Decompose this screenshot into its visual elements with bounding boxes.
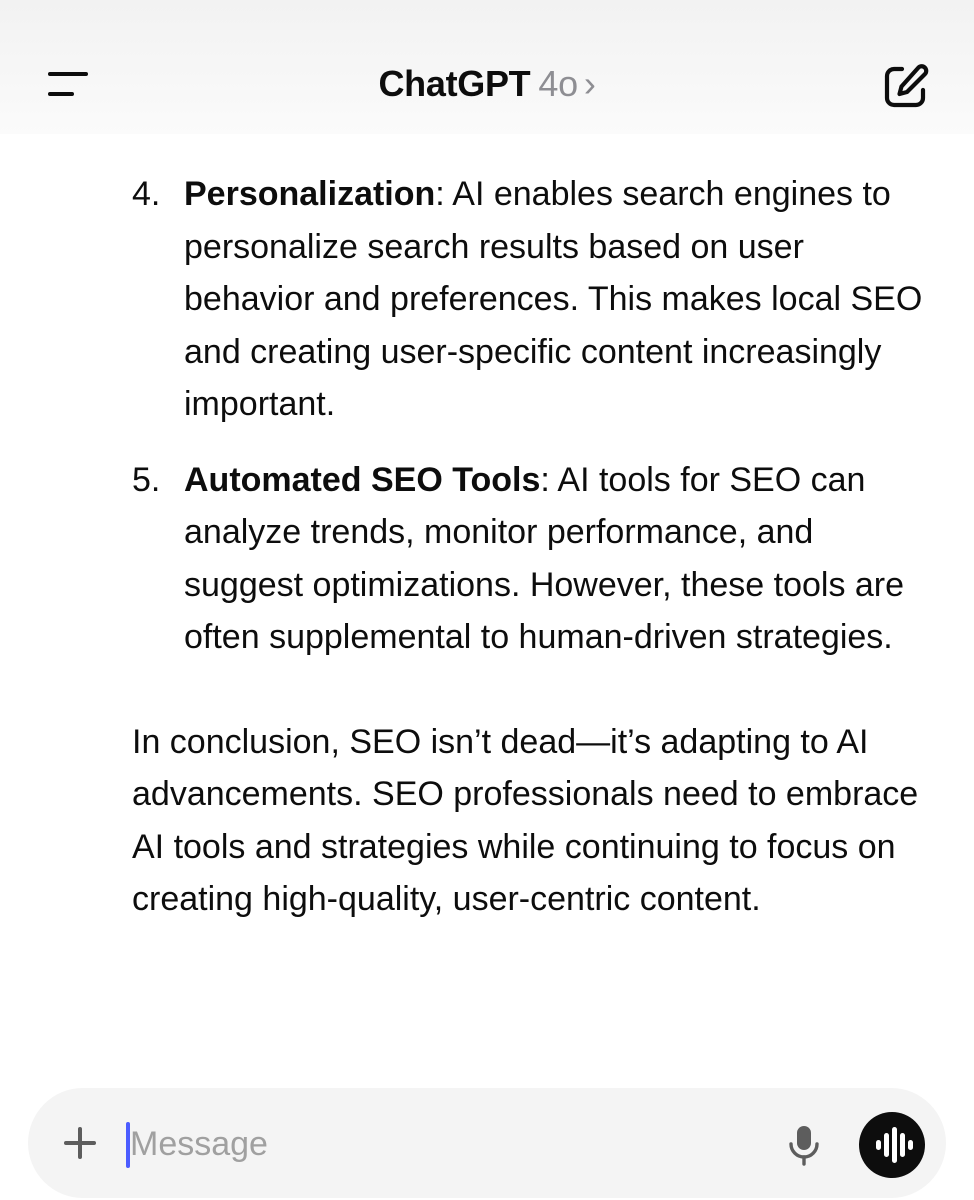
list-item (132, 454, 932, 664)
model-selector[interactable] (0, 62, 974, 106)
list-item-heading: Personalization (184, 175, 436, 213)
list-number: 4. (132, 175, 161, 213)
dictate-button[interactable] (784, 1123, 824, 1167)
assistant-message (0, 168, 974, 960)
new-chat-button[interactable] (880, 60, 932, 112)
app-title: ChatGPT (378, 63, 531, 104)
list-item-text (184, 454, 924, 664)
message-input[interactable] (130, 1116, 750, 1172)
attach-button[interactable] (62, 1125, 98, 1161)
chevron-right-icon: › (583, 63, 596, 104)
list-item-body: : AI tools for SEO can analyze trends, monitor performance, and suggest optimizations. However, these tools are often supplemental to human-driven strategies. (184, 460, 905, 656)
new-chat-icon (880, 60, 932, 112)
list-item-body: : AI enables search engines to personalize search results based on user behavior and preferences. This makes local SEO and creating user-specific content increasingly important. (184, 175, 923, 423)
list-item-heading: Automated SEO Tools (184, 460, 541, 499)
list-number: 5. (132, 460, 161, 499)
message-composer (28, 1088, 946, 1198)
conclusion-paragraph: In conclusion, SEO isn’t dead—it’s adapting to AI advancements. SEO professionals need to embrace AI tools and strategies while continuing to focus on creating high-quality, user-centric content. (132, 722, 919, 918)
list-item-text (184, 168, 924, 431)
microphone-icon (784, 1123, 824, 1167)
model-name: 4o (538, 63, 578, 104)
list-item (132, 168, 932, 431)
top-bar (0, 0, 974, 134)
voice-mode-button[interactable] (859, 1112, 925, 1178)
